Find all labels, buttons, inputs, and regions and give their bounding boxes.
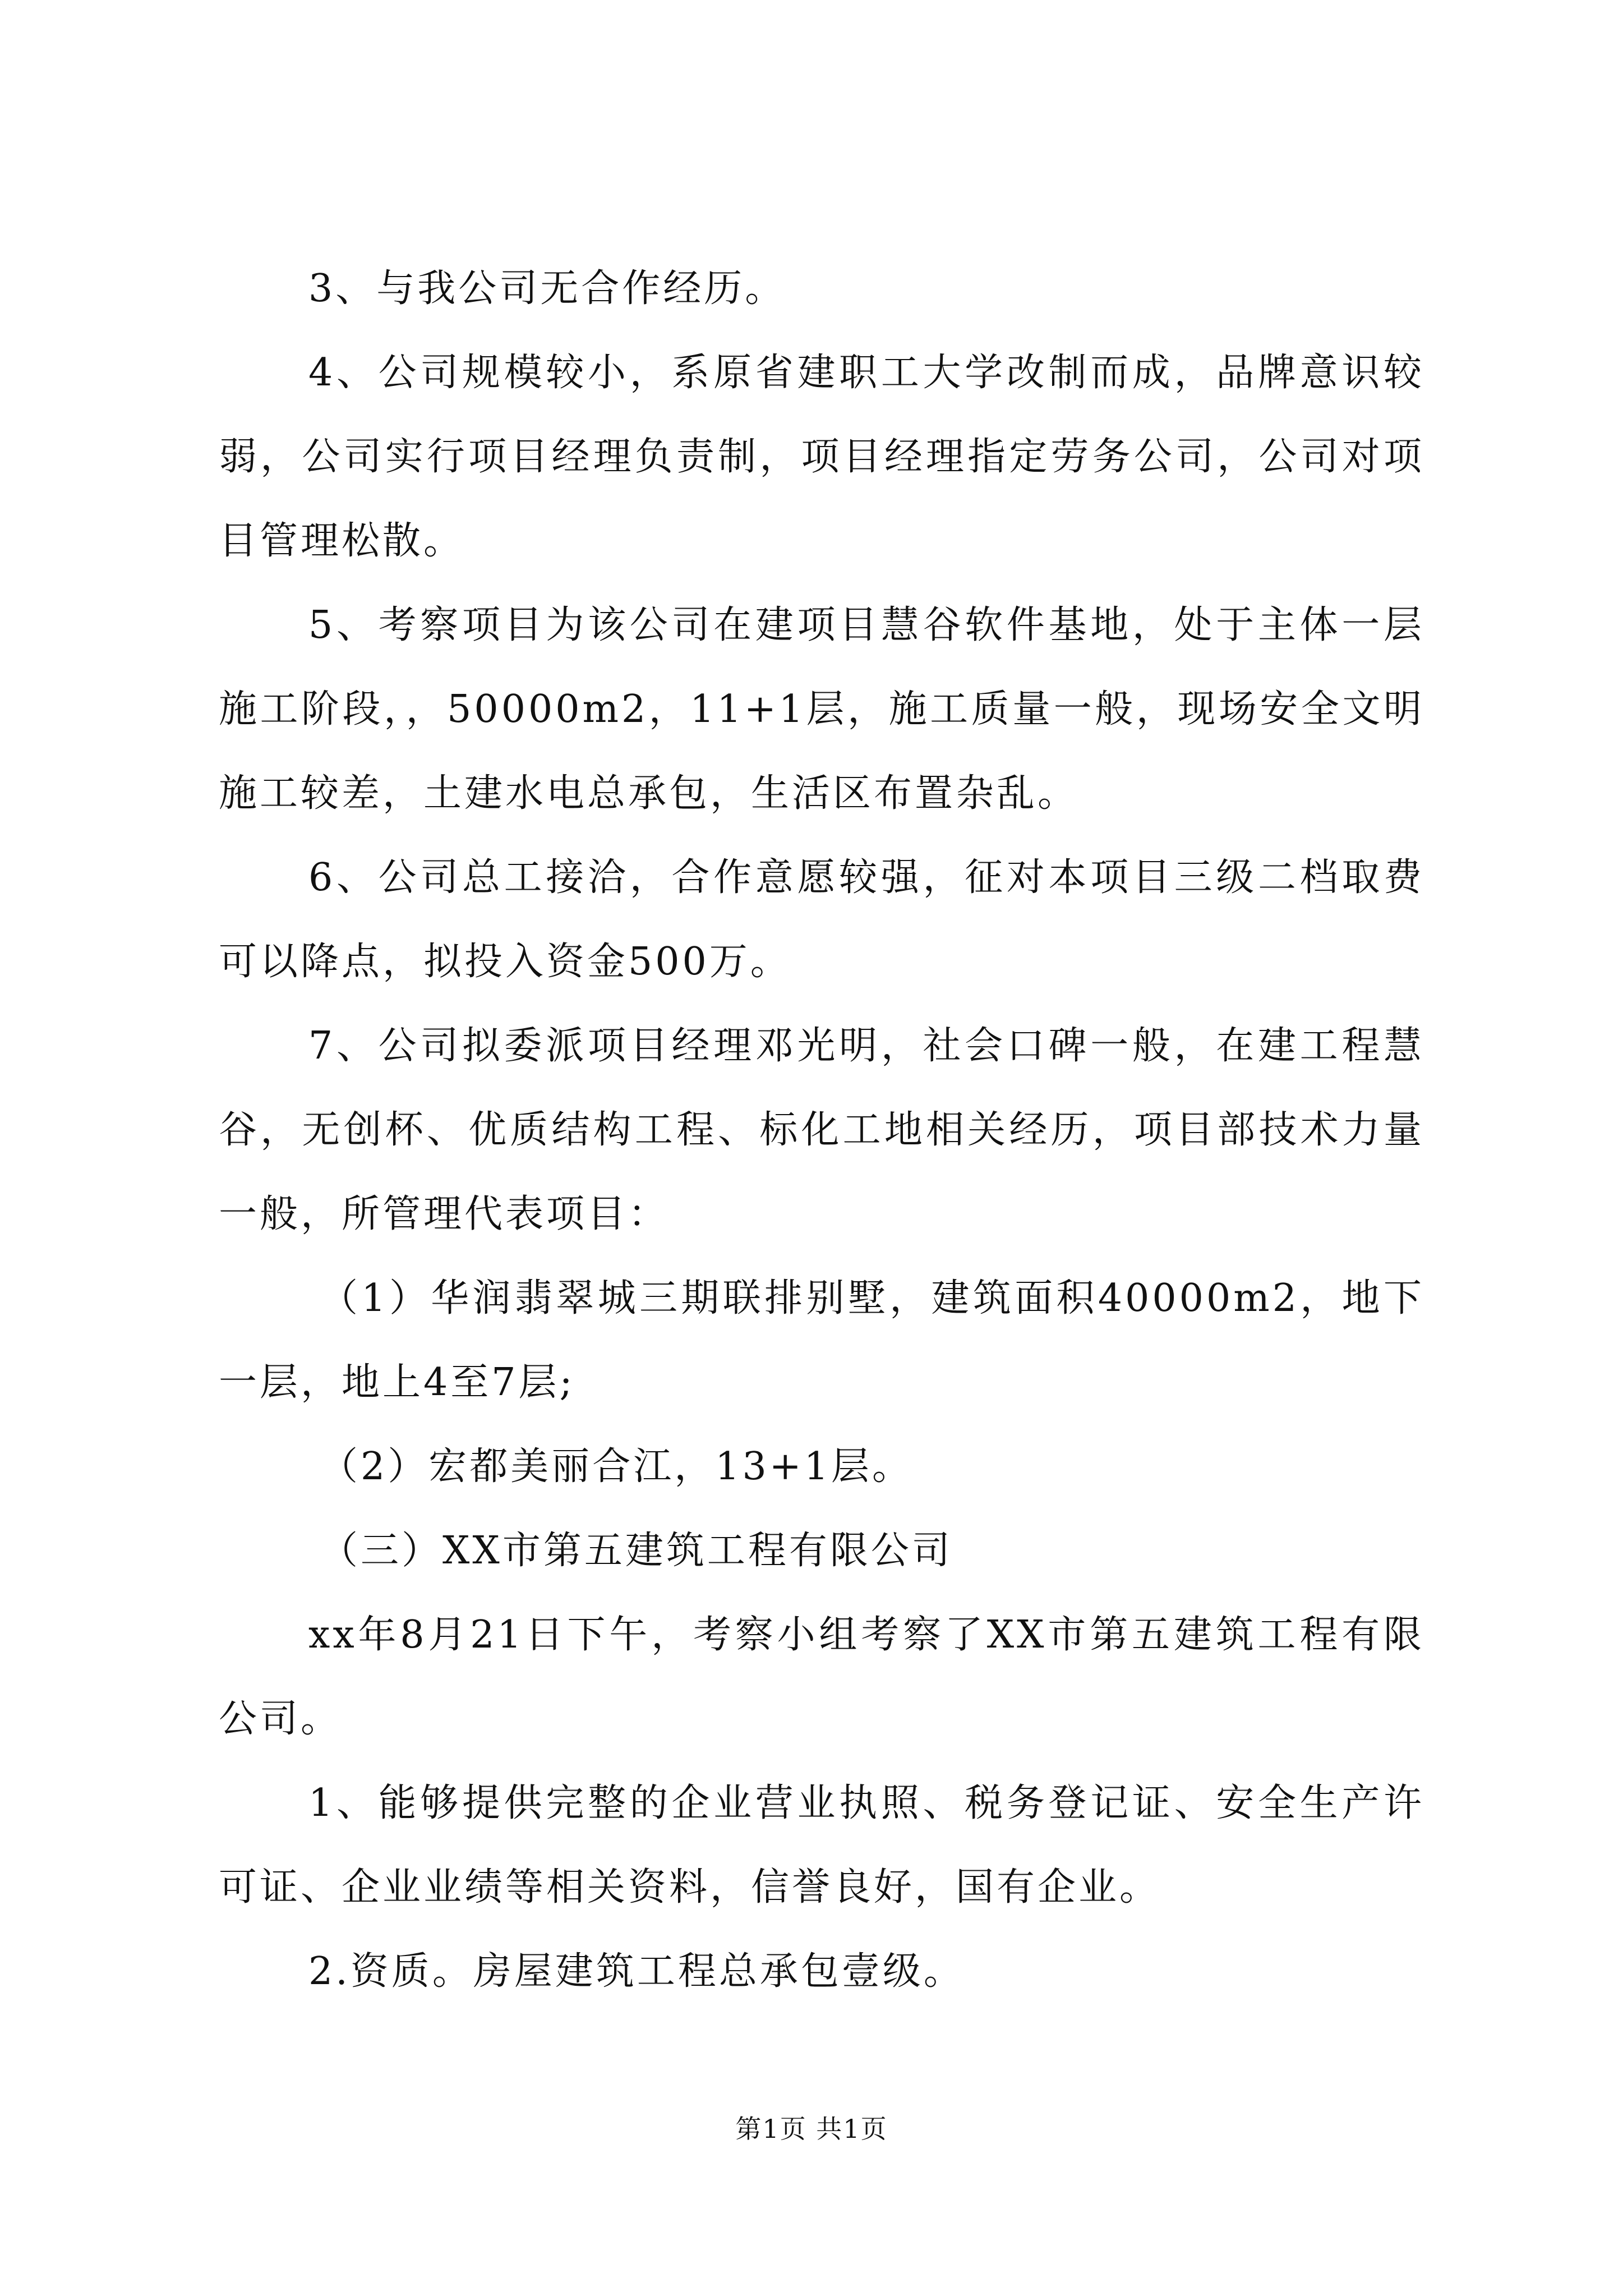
paragraph-item-3: 3、与我公司无合作经历。 [308,266,786,311]
page-number-footer: 第1页 共1页 [735,2114,888,2144]
paragraph-subitem-2: （2）宏都美丽合江，13+1层。 [320,1444,914,1489]
paragraph-item-4: 4、公司规模较小，系原省建职工大学改制而成，品牌意识较弱，公司实行项目经理负责制，项目经理指定劳务公司，公司对项目管理松散。 [219,351,1424,563]
document-body [219,247,1424,2014]
paragraph-item-2: 2.资质。房屋建筑工程总承包壹级。 [308,1949,965,1994]
paragraph-item-7: 7、公司拟委派项目经理邓光明，社会口碑一般，在建工程慧谷，无创杯、优质结构工程、标化工地相关经历，项目部技术力量一般，所管理代表项目： [219,1024,1424,1236]
paragraph-item-5: 5、考察项目为该公司在建项目慧谷软件基地，处于主体一层施工阶段，，50000m2，11+1层，施工质量一般，现场安全文明施工较差，土建水电总承包，生活区布置杂乱。 [219,603,1424,816]
paragraph-subitem-1: （1）华润翡翠城三期联排别墅，建筑面积40000m2，地下一层，地上4至7层; [219,1276,1424,1405]
paragraph-item-6: 6、公司总工接洽，合作意愿较强，征对本项目三级二档取费可以降点，拟投入资金500万。 [219,855,1424,984]
paragraph-item-1: 1、能够提供完整的企业营业执照、税务登记证、安全生产许可证、企业业绩等相关资料，信誉良好，国有企业。 [219,1781,1424,1910]
paragraph-intro: xx年8月21日下午，考察小组考察了XX市第五建筑工程有限公司。 [219,1613,1424,1741]
section-heading: （三）XX市第五建筑工程有限公司 [320,1529,953,1573]
